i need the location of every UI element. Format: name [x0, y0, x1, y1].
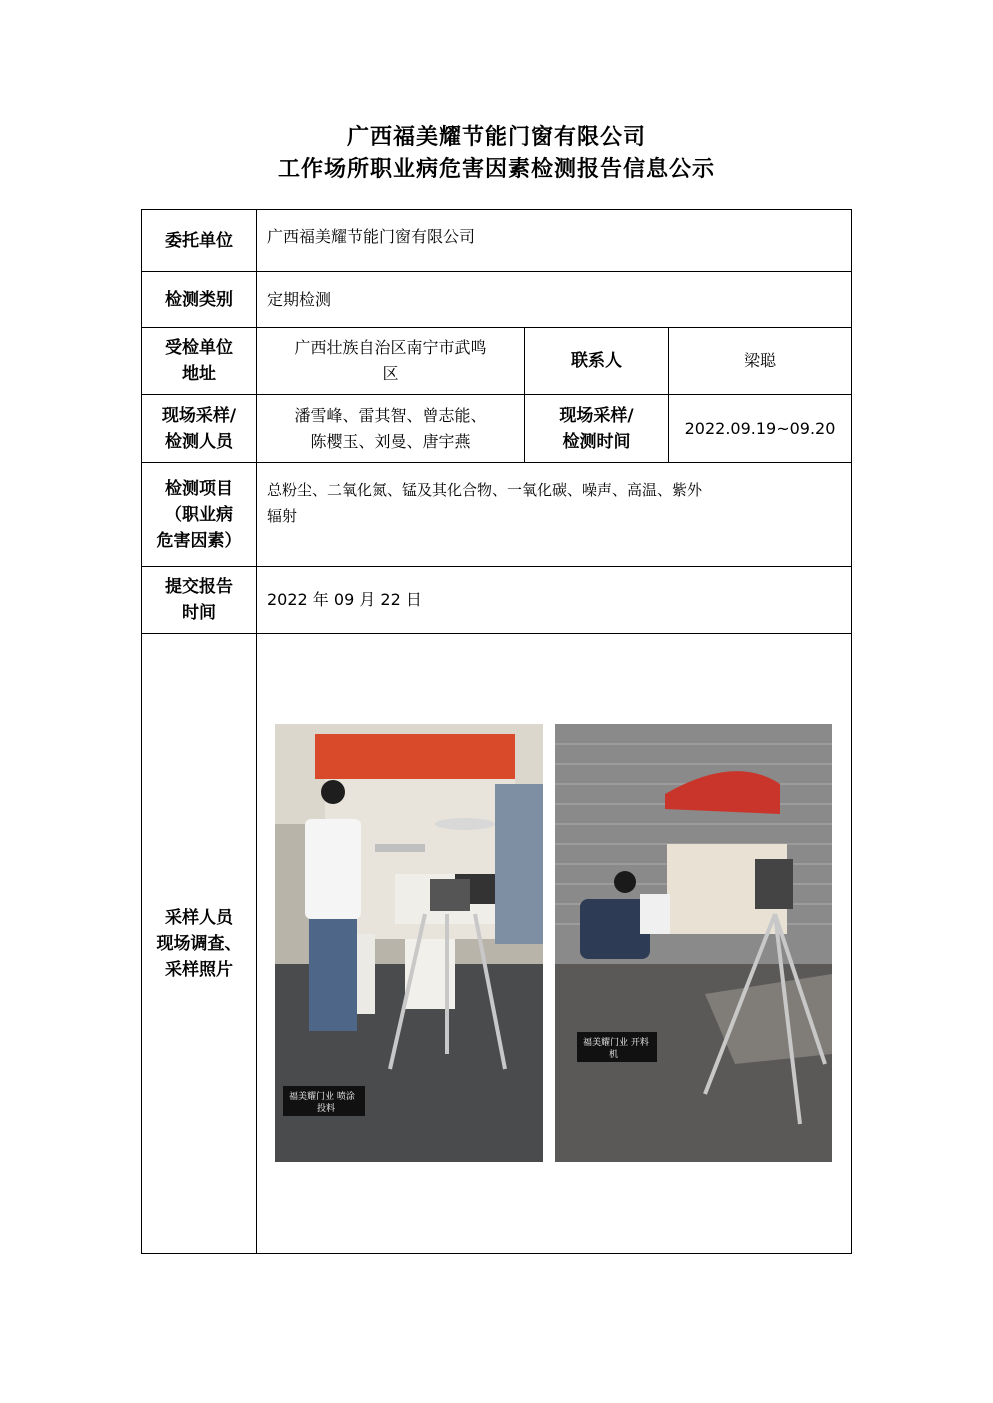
staff-value	[257, 395, 525, 463]
time-label-line1: 现场采样/	[559, 405, 634, 426]
report-label-line1: 提交报告	[165, 577, 233, 597]
photos-cell	[257, 634, 852, 1254]
address-label-line2: 地址	[182, 364, 216, 384]
items-label-line1: 检测项目	[165, 478, 233, 499]
contact-label: 联系人	[525, 328, 669, 395]
type-value: 定期检测	[257, 272, 852, 328]
photo1-caption-line1: 福美耀门业 喷涂	[289, 1092, 355, 1102]
contact-value: 梁聪	[669, 328, 852, 395]
photos-label	[142, 634, 257, 1254]
staff-value-line1: 潘雪峰、雷其智、曾志能、	[294, 405, 487, 425]
address-value-line1: 广西壮族自治区南宁市武鸣	[294, 338, 487, 357]
title-report: 工作场所职业病危害因素检测报告信息公示	[277, 157, 715, 182]
address-label-line1: 受检单位	[165, 338, 233, 358]
row-staff	[142, 395, 852, 463]
staff-label-line2: 检测人员	[165, 431, 233, 452]
items-label	[142, 463, 257, 567]
report-label-line2: 时间	[182, 603, 216, 623]
row-type	[142, 272, 852, 328]
items-label-line3: 危害因素）	[156, 530, 242, 551]
row-report	[142, 567, 852, 634]
items-value	[257, 463, 852, 567]
photo2-caption-line1: 福美耀门业 开料	[583, 1038, 649, 1048]
time-value: 2022.09.19~09.20	[669, 395, 852, 463]
title-company: 广西福美耀节能门窗有限公司	[346, 125, 646, 150]
client-value: 广西福美耀节能门窗有限公司	[257, 210, 852, 272]
time-label-line2: 检测时间	[562, 431, 631, 452]
row-client	[142, 210, 852, 272]
time-label	[525, 395, 669, 463]
items-value-line1: 总粉尘、二氧化氮、锰及其化合物、一氧化碳、噪声、高温、紫外	[267, 481, 703, 499]
type-label: 检测类别	[142, 272, 257, 328]
items-value-line2: 辐射	[267, 507, 298, 525]
client-label: 委托单位	[142, 210, 257, 272]
photos-area	[275, 724, 835, 1164]
address-label	[142, 328, 257, 395]
staff-value-line2: 陈樱玉、刘曼、唐宇燕	[310, 431, 471, 451]
photos-label-line3: 采样照片	[165, 959, 233, 980]
staff-label-line1: 现场采样/	[161, 405, 237, 426]
report-value: 2022 年 09 月 22 日	[257, 567, 852, 634]
photos-label-line2: 现场调查、	[156, 933, 242, 954]
report-label	[142, 567, 257, 634]
site-photo-cutting	[555, 724, 832, 1162]
row-address	[142, 328, 852, 395]
photo2-caption-line2: 机	[609, 1050, 619, 1060]
photo1-caption-line2: 投料	[317, 1104, 336, 1114]
address-value-line2: 区	[382, 364, 399, 383]
row-items	[142, 463, 852, 567]
address-value	[257, 328, 525, 395]
info-table	[141, 209, 852, 1254]
staff-label	[142, 395, 257, 463]
photos-label-line1: 采样人员	[165, 907, 233, 928]
items-label-line2: （职业病	[165, 504, 233, 525]
row-photos	[142, 634, 852, 1254]
site-photo-spraying	[275, 724, 543, 1162]
